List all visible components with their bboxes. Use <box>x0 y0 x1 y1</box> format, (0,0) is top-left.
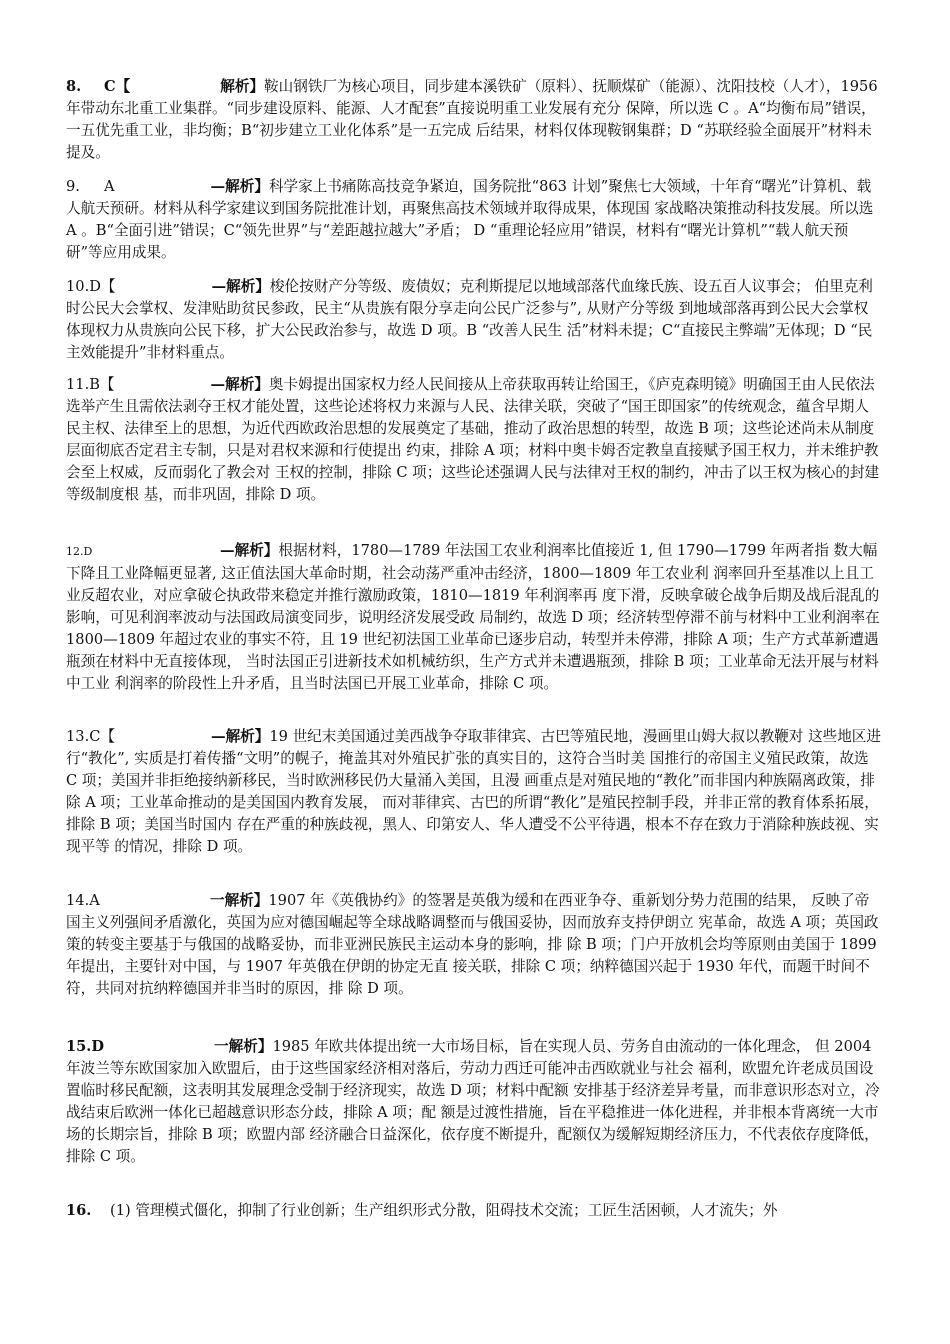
analysis-tag: —解析】 <box>210 376 269 393</box>
answer-item-14 <box>66 890 881 1000</box>
analysis-text: 1985 年欧共体提出统一大市场目标，旨在实现人员、劳务自由流动的一体化理念， 但 2004 年波兰等东欧国家加入欧盟后，由于这些国家经济相对落后，劳动力西迁可能冲击西欧就业与社会 福利，欧盟允许老成员国设置临时移民配额，这表明其发展理念受制于经济现实，故选 D 项；材料中配额 安排基于经济差异考量，而非意识形态对立，冷战结束后欧洲一体化已超越意识形态分歧，排除 A 项；配 额是过渡性措施，旨在平稳推进一体化进程，并非根本背离统一大市场的长期宗旨，排除 B 项；欧盟内部 经济融合日益深化，依存度不断提升，配额仅为缓解短期经济压力，不代表依存度降低，排除 C 项。 <box>66 1038 880 1165</box>
question-number: 9. <box>66 178 80 195</box>
question-number: 14.A <box>66 892 100 909</box>
analysis-text: 19 世纪末美国通过美西战争夺取菲律宾、古巴等殖民地，漫画里山姆大叔以教鞭对 这些地区进行“教化”, 实质是打着传播“文明”的幌子，掩盖其对外殖民扩张的真实目的，这符合当时美 国推行的帝国主义殖民政策，故选 C 项；美国并非拒绝接纳新移民，当时欧洲移民仍大量涌入美国，且漫 画重点是对殖民地的“教化”而非国内种族隔离政策，排除 A 项；工业革命推动的是美国国内教育发展， 而对菲律宾、古巴的所谓“教化”是殖民控制手段，并非正常的教育体系拓展，排除 B 项；美国当时国内 存在严重的种族歧视，黑人、印第安人、华人遭受不公平待遇，根本不存在致力于消除种族歧视、实现平等 的情况，排除 D 项。 <box>66 728 881 855</box>
analysis-tag: 一解析】 <box>210 892 269 909</box>
analysis-tag: —解析】 <box>220 542 279 559</box>
analysis-text: 奥卡姆提出国家权力经人民间接从上帝获取再转让给国王，《庐克森明镜》明确国王由人民依法选举产生且需依法剥夺王权才能处置，这些论述将权力来源与人民、法律关联，突破了“国王即国家”的传统观念，蕴含早期人民主权、法律至上的思想，为近代西欧政治思想的发展奠定了基础，推动了政治思想的转型，故选 B 项；这些论述尚未从制度层面彻底否定君主专制，只是对君权来源和行使提出 约束，排除 A 项；材料中奥卡姆否定教皇直接赋予国王权力，并未维护教会至上权威，反而弱化了教会对 王权的控制，排除 C 项；这些论述强调人民与法律对王权的制约，冲击了以王权为核心的封建等级制度根 基，而非巩固，排除 D 项。 <box>66 376 880 503</box>
answer-item-15 <box>66 1036 881 1168</box>
analysis-tag: 解析】 <box>220 78 265 95</box>
answer-text: (1) 管理模式僵化，抑制了行业创新；生产组织形式分散，阻碍技术交流；工匠生活困顿，人才流失；外 <box>110 1202 778 1219</box>
question-number: 10.D【 <box>66 278 116 295</box>
analysis-text: 根据材料，1780—1789 年法国工农业利润率比值接近 1, 但 1790—1799 年两者指 数大幅下降且工业降幅更显著, 这正值法国大革命时期，社会动荡严重冲击经济，1800—1809 年工农业利 润率回升至基准以上且工业反超农业，对应拿破仑执政带来稳定并推行激励政策，1810—1819 年利润率再 度下滑，反映拿破仑战争后期及战后混乱的影响，可见利润率波动与法国政局演变同步，说明经济发展受政 局制约，故选 D 项；经济转型停滞不前与材料中工业利润率在 1800—1809 年超过农业的事实不符，且 19 世纪初法国工业革命已逐步启动，转型并未停滞，排除 A 项；生产方式革新遭遇瓶颈在材料中无直接体现， 当时法国正引进新技术如机械纺织，生产方式并未遭遇瓶颈，排除 B 项；工业革命无法开展与材料中工业 利润率的阶段性上升矛盾，且当时法国已开展工业革命，排除 C 项。 <box>66 542 880 692</box>
answer-letter: A <box>104 178 115 195</box>
answer-item-11 <box>66 374 881 506</box>
answer-item-9 <box>66 176 881 264</box>
question-number: 15.D <box>66 1038 105 1055</box>
answer-item-16 <box>66 1200 881 1222</box>
answer-item-8 <box>66 76 881 164</box>
question-number: 12.D <box>66 545 93 558</box>
question-number: 11.B【 <box>66 376 115 393</box>
question-number: 13.C【 <box>66 728 115 745</box>
answer-item-13 <box>66 726 881 858</box>
answer-item-12 <box>66 540 881 695</box>
analysis-tag: —解析】 <box>210 178 269 195</box>
question-number: 16. <box>66 1202 92 1219</box>
answer-letter: C【 <box>104 78 131 95</box>
analysis-text: 鞍山钢铁厂为核心项目，同步建本溪铁矿（原料）、抚顺煤矿（能源）、沈阳技校（人才），1956 年带动东北重工业集群。“同步建设原料、能源、人才配套”直接说明重工业发展有充分 保障，所以选 C 。A“均衡布局”错误，一五优先重工业，非均衡；B“初步建立工业化体系”是一五完成 后结果，材料仅体现鞍钢集群；D “苏联经验全面展开”材料未提及。 <box>66 78 878 161</box>
analysis-tag: —解析】 <box>210 728 270 745</box>
analysis-text: 梭伦按财产分等级、废债奴；克利斯提尼以地域部落代血缘氏族、设五百人议事会； 伯里克利时公民大会掌权、发津贴助贫民参政，民主“从贵族有限分享走向公民广泛参与”, 从财产分等级 到地域部落再到公民大会掌权体现权力从贵族向公民下移，扩大公民政治参与，故选 D 项。B “改善人民生 活”材料未提；C“直接民主弊端”无体现；D “民主效能提升”非材料重点。 <box>66 278 873 361</box>
analysis-text: 1907 年《英俄协约》的签署是英俄为缓和在西亚争夺、重新划分势力范围的结果， 反映了帝国主义列强间矛盾激化，英国为应对德国崛起等全球战略调整而与俄国妥协，因而放弃支持伊朗立 宪革命，故选 A 项；英国政策的转变主要基于与俄国的战略妥协，而非亚洲民族民主运动本身的影响，排 除 B 项；门户开放机会均等原则由美国于 1899 年提出，主要针对中国，与 1907 年英俄在伊朗的协定无直 接关联，排除 C 项；纳粹德国兴起于 1930 年代，而题干时间不符，共同对抗纳粹德国并非当时的原因，排 除 D 项。 <box>66 892 879 997</box>
analysis-tag: 一解析】 <box>214 1038 273 1055</box>
question-number: 8. <box>66 78 82 95</box>
answer-item-10 <box>66 276 881 364</box>
analysis-tag: —解析】 <box>211 278 270 295</box>
analysis-text: 科学家上书痛陈高技竞争紧迫，国务院批“863 计划”聚焦七大领域，十年育“曙光”计算机、载人航天预研。材料从科学家建议到国务院批准计划，再聚焦高技术领域并取得成果，体现国 家战略决策推动科技发展。所以选 A 。B“全面引进”错误；C“领先世界”与“差距越拉越大”矛盾； D “重理论轻应用”错误，材料有“曙光计算机”“载人航天预研”等应用成果。 <box>66 178 874 261</box>
